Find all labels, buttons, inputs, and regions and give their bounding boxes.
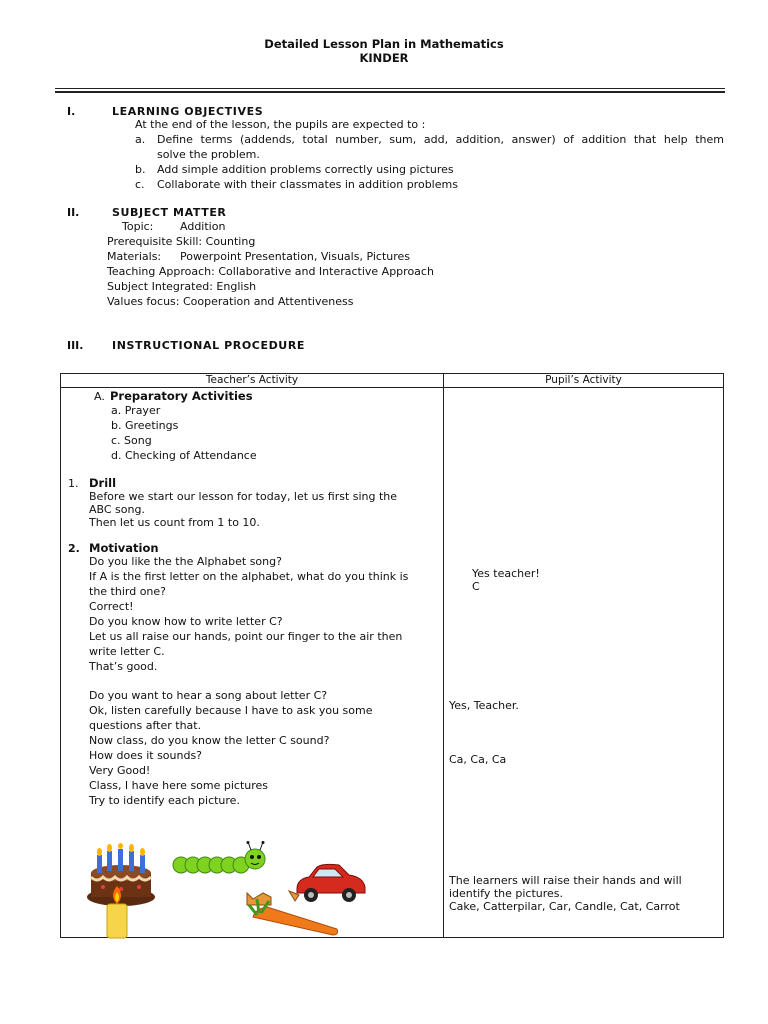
pupil-response: Cake, Catterpilar, Car, Candle, Cat, Carrot — [449, 900, 680, 913]
section-heading-objectives: LEARNING OBJECTIVES — [112, 105, 264, 118]
objective-letter: c. — [135, 178, 145, 191]
header-rule — [55, 88, 725, 89]
drill-line: ABC song. — [89, 503, 145, 516]
motivation-number: 2. — [68, 542, 80, 555]
section-number: I. — [67, 105, 76, 118]
pupil-response: identify the pictures. — [449, 887, 564, 900]
drill-title: Drill — [89, 476, 117, 490]
motivation-line: Try to identify each picture. — [89, 794, 240, 807]
motivation-line: write letter C. — [89, 645, 165, 658]
objective-a-line2: solve the problem. — [157, 148, 260, 161]
section-number: III. — [67, 339, 84, 352]
pupil-response: C — [472, 580, 480, 593]
cat-and-carrot-picture — [243, 885, 343, 941]
drill-line: Before we start our lesson for today, let us first sing the — [89, 490, 398, 503]
prep-title: Preparatory Activities — [110, 389, 253, 403]
prerequisite-skill: Prerequisite Skill: Counting — [107, 235, 256, 248]
pupil-response: Ca, Ca, Ca — [449, 753, 507, 766]
motivation-line: the third one? — [89, 585, 167, 598]
prep-letter: A. — [94, 390, 105, 403]
motivation-line: Now class, do you know the letter C sound? — [89, 734, 330, 747]
motivation-line: If A is the first letter on the alphabet, what do you think is — [89, 570, 409, 583]
caterpillar-picture — [171, 841, 271, 879]
procedure-table — [60, 373, 724, 938]
teacher-activity-cell — [61, 388, 444, 938]
objective-letter: a. — [135, 133, 146, 146]
topic-value: Addition — [180, 220, 226, 233]
prep-item: c. Song — [111, 434, 152, 447]
motivation-line: Do you know how to write letter C? — [89, 615, 283, 628]
values-focus: Values focus: Cooperation and Attentiveness — [107, 295, 354, 308]
motivation-line: Do you want to hear a song about letter C? — [89, 689, 328, 702]
teaching-approach: Teaching Approach: Collaborative and Interactive Approach — [107, 265, 434, 278]
pupil-response: Yes teacher! — [472, 567, 540, 580]
motivation-line: Do you like the the Alphabet song? — [89, 555, 282, 568]
motivation-line: Very Good! — [89, 764, 151, 777]
document-subtitle: KINDER — [359, 51, 409, 65]
objective-c: Collaborate with their classmates in addition problems — [157, 178, 458, 191]
motivation-line: That’s good. — [89, 660, 158, 673]
prep-item: b. Greetings — [111, 419, 179, 432]
pupil-activity-cell — [444, 388, 724, 938]
drill-number: 1. — [68, 477, 79, 490]
objectives-intro: At the end of the lesson, the pupils are expected to : — [135, 118, 426, 131]
materials-label: Materials: — [107, 250, 162, 263]
materials-value: Powerpoint Presentation, Visuals, Pictures — [180, 250, 411, 263]
pupil-response: The learners will raise their hands and will — [449, 874, 682, 887]
header-rule-thick — [55, 91, 725, 93]
motivation-line: Let us all raise our hands, point our finger to the air then — [89, 630, 403, 643]
drill-line: Then let us count from 1 to 10. — [89, 516, 260, 529]
motivation-title: Motivation — [89, 541, 159, 555]
candle-picture — [101, 884, 133, 940]
prep-item: a. Prayer — [111, 404, 161, 417]
prep-item: d. Checking of Attendance — [111, 449, 257, 462]
motivation-line: Correct! — [89, 600, 134, 613]
section-heading-procedure: INSTRUCTIONAL PROCEDURE — [112, 339, 306, 352]
motivation-line: How does it sounds? — [89, 749, 203, 762]
topic-label: Topic: — [122, 220, 154, 233]
subject-integrated: Subject Integrated: English — [107, 280, 257, 293]
section-heading-subject-matter: SUBJECT MATTER — [112, 206, 227, 219]
objective-a-line1: Define terms (addends, total number, sum, add, addition, answer) of addition that help them — [157, 133, 724, 146]
section-number: II. — [67, 206, 80, 219]
objective-b: Add simple addition problems correctly using pictures — [157, 163, 454, 176]
document-title: Detailed Lesson Plan in Mathematics — [264, 37, 504, 51]
motivation-line: questions after that. — [89, 719, 202, 732]
pupil-response: Yes, Teacher. — [449, 699, 519, 712]
motivation-line: Class, I have here some pictures — [89, 779, 269, 792]
column-header-teacher: Teacher’s Activity — [61, 374, 444, 388]
column-header-pupil: Pupil’s Activity — [444, 374, 724, 388]
motivation-line: Ok, listen carefully because I have to ask you some — [89, 704, 373, 717]
objective-letter: b. — [135, 163, 146, 176]
